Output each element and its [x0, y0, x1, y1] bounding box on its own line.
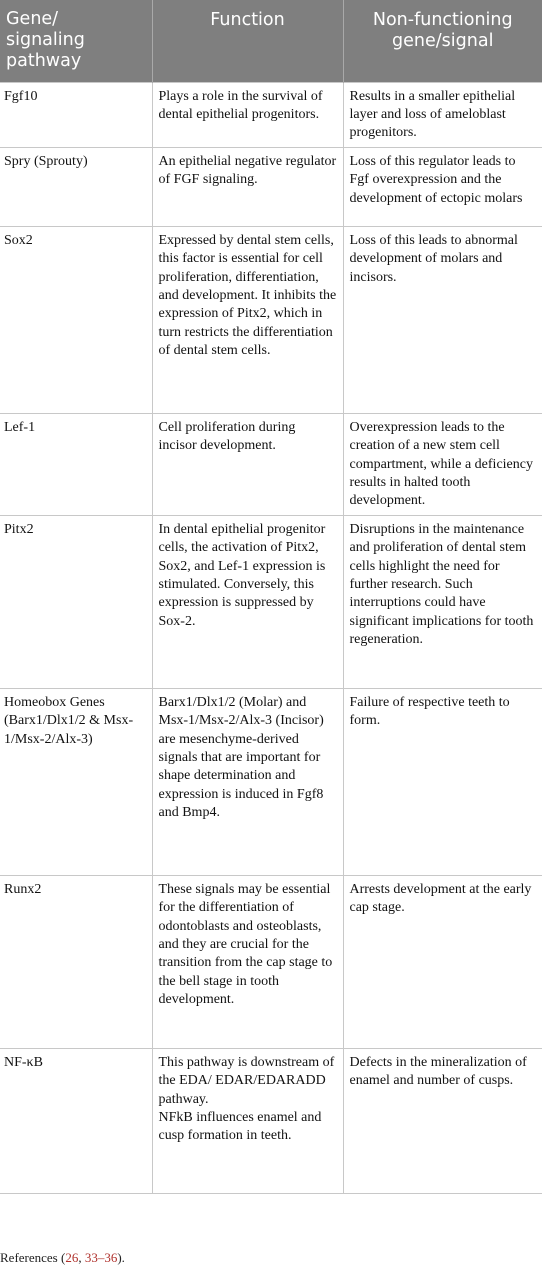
nonfunctioning-cell: Loss of this regulator leads to Fgf overexpression and the development of ectopic molars: [343, 147, 542, 226]
function-cell: In dental epithelial progenitor cells, the activation of Pitx2, Sox2, and Lef-1 expression is stimulated. Conversely, this expression is suppressed by Sox-2.: [152, 515, 343, 688]
function-text: NFkB influences enamel and cusp formation in teeth.: [158, 1109, 322, 1144]
references-note: [0, 1250, 125, 1266]
table-row: [0, 413, 542, 515]
table-row: [0, 82, 542, 147]
function-cell: Plays a role in the survival of dental epithelial progenitors.: [152, 82, 343, 147]
header-gene-line: signaling: [6, 30, 85, 51]
header-nonfunctioning-line: Non-functioning: [372, 10, 513, 30]
table-row: [0, 875, 542, 1048]
function-cell: Cell proliferation during incisor development.: [152, 413, 343, 515]
nonfunctioning-cell: Results in a smaller epithelial layer and loss of ameloblast progenitors.: [343, 82, 542, 147]
function-text: This pathway is downstream of the EDA/ EDAR/EDARADD pathway.: [158, 1054, 335, 1107]
references-suffix: ).: [117, 1250, 125, 1265]
nonfunctioning-cell: Arrests development at the early cap stage.: [343, 875, 542, 1048]
gene-cell: Fgf10: [0, 82, 152, 147]
gene-cell: Lef-1: [0, 413, 152, 515]
gene-cell: Spry (Sprouty): [0, 147, 152, 226]
table-row: [0, 147, 542, 226]
table-header-row: [0, 0, 542, 82]
nonfunctioning-cell: Disruptions in the maintenance and proliferation of dental stem cells highlight the need for further research. Such interruptions could have significant implications for tooth regeneration.: [343, 515, 542, 688]
gene-cell: Pitx2: [0, 515, 152, 688]
table-row: [0, 515, 542, 688]
function-cell: An epithelial negative regulator of FGF signaling.: [152, 147, 343, 226]
table-row: [0, 226, 542, 413]
nonfunctioning-cell: Loss of this leads to abnormal development of molars and incisors.: [343, 226, 542, 413]
function-cell: These signals may be essential for the differentiation of odontoblasts and osteoblasts, and they are crucial for the transition from the cap stage to the bell stage in tooth development.: [152, 875, 343, 1048]
gene-cell: Runx2: [0, 875, 152, 1048]
function-cell: Barx1/Dlx1/2 (Molar) and Msx-1/Msx-2/Alx-3 (Incisor) are mesenchyme-derived signals that are important for shape determination and expression is induced in Fgf8 and Bmp4.: [152, 688, 343, 875]
reference-link[interactable]: 26: [65, 1250, 79, 1265]
nonfunctioning-cell: Defects in the mineralization of enamel and number of cusps.: [343, 1048, 542, 1193]
references-prefix: References (: [0, 1250, 66, 1265]
header-nonfunctioning-line: gene/signal: [392, 31, 494, 51]
function-cell: [152, 1048, 343, 1193]
header-gene-line: pathway: [6, 51, 82, 72]
references-separator: ,: [78, 1250, 85, 1265]
nonfunctioning-cell: Overexpression leads to the creation of a new stem cell compartment, while a deficiency results in halted tooth development.: [343, 413, 542, 515]
table-row: [0, 1048, 542, 1193]
gene-cell: Sox2: [0, 226, 152, 413]
reference-link[interactable]: 33–36: [84, 1250, 118, 1265]
header-nonfunctioning: [343, 0, 542, 82]
gene-cell: Homeobox Genes (Barx1/Dlx1/2 & Msx-1/Msx-2/Alx-3): [0, 688, 152, 875]
gene-cell: NF-κB: [0, 1048, 152, 1193]
table-row: [0, 688, 542, 875]
header-gene-line: Gene/: [6, 9, 59, 30]
header-function: Function: [152, 0, 343, 82]
nonfunctioning-cell: Failure of respective teeth to form.: [343, 688, 542, 875]
function-cell: Expressed by dental stem cells, this factor is essential for cell proliferation, differentiation, and development. It inhibits the expression of Pitx2, which in turn restricts the differentiation of dental stem cells.: [152, 226, 343, 413]
header-gene: [0, 0, 152, 82]
